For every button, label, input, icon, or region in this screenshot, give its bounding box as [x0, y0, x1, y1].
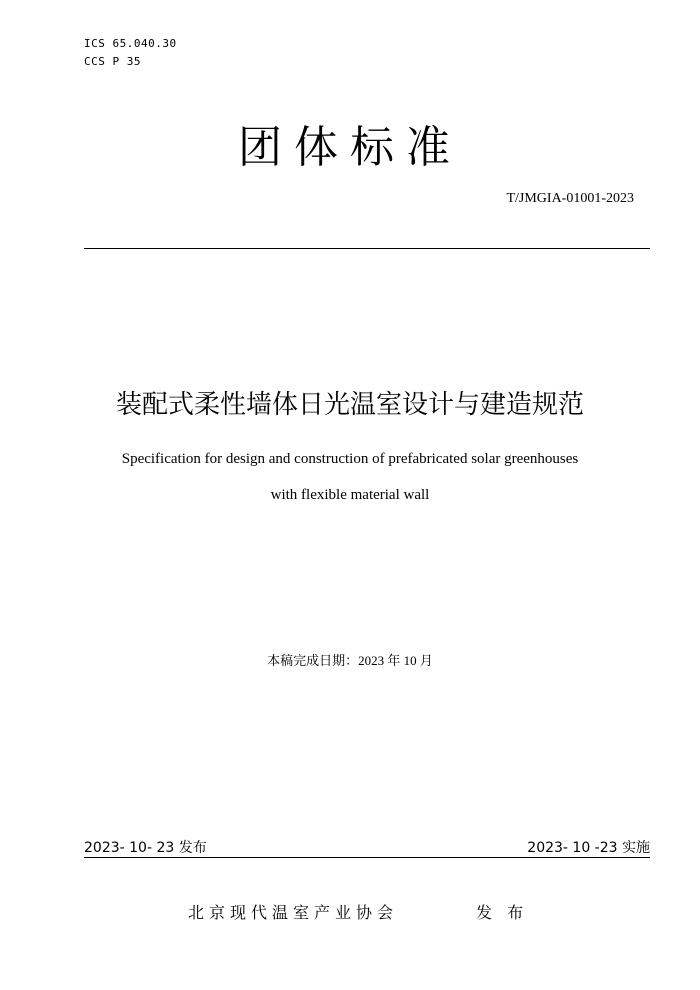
- ccs-code: CCS P 35: [84, 55, 141, 68]
- draft-completion-date: 本稿完成日期：2023 年 10 月: [267, 653, 433, 668]
- title-chinese: 装配式柔性墙体日光温室设计与建造规范: [115, 390, 584, 420]
- title-english-line-2: with flexible material wall: [270, 487, 430, 503]
- title-english-line-1: Specification for design and construction of prefabricated solar greenhouses: [121, 451, 579, 467]
- standard-number: T/JMGIA-01001-2023: [506, 191, 634, 206]
- publish-label: 发 布: [476, 903, 529, 922]
- top-divider: [84, 248, 650, 249]
- ics-code: ICS 65.040.30: [84, 37, 177, 50]
- document-type-heading: 团体标准: [238, 122, 462, 173]
- bottom-divider: [84, 857, 650, 858]
- implementation-date: 2023- 10 -23 实施: [527, 840, 650, 856]
- issue-date: 2023- 10- 23 发布: [84, 840, 207, 856]
- publisher-name: 北京现代温室产业协会: [188, 903, 399, 922]
